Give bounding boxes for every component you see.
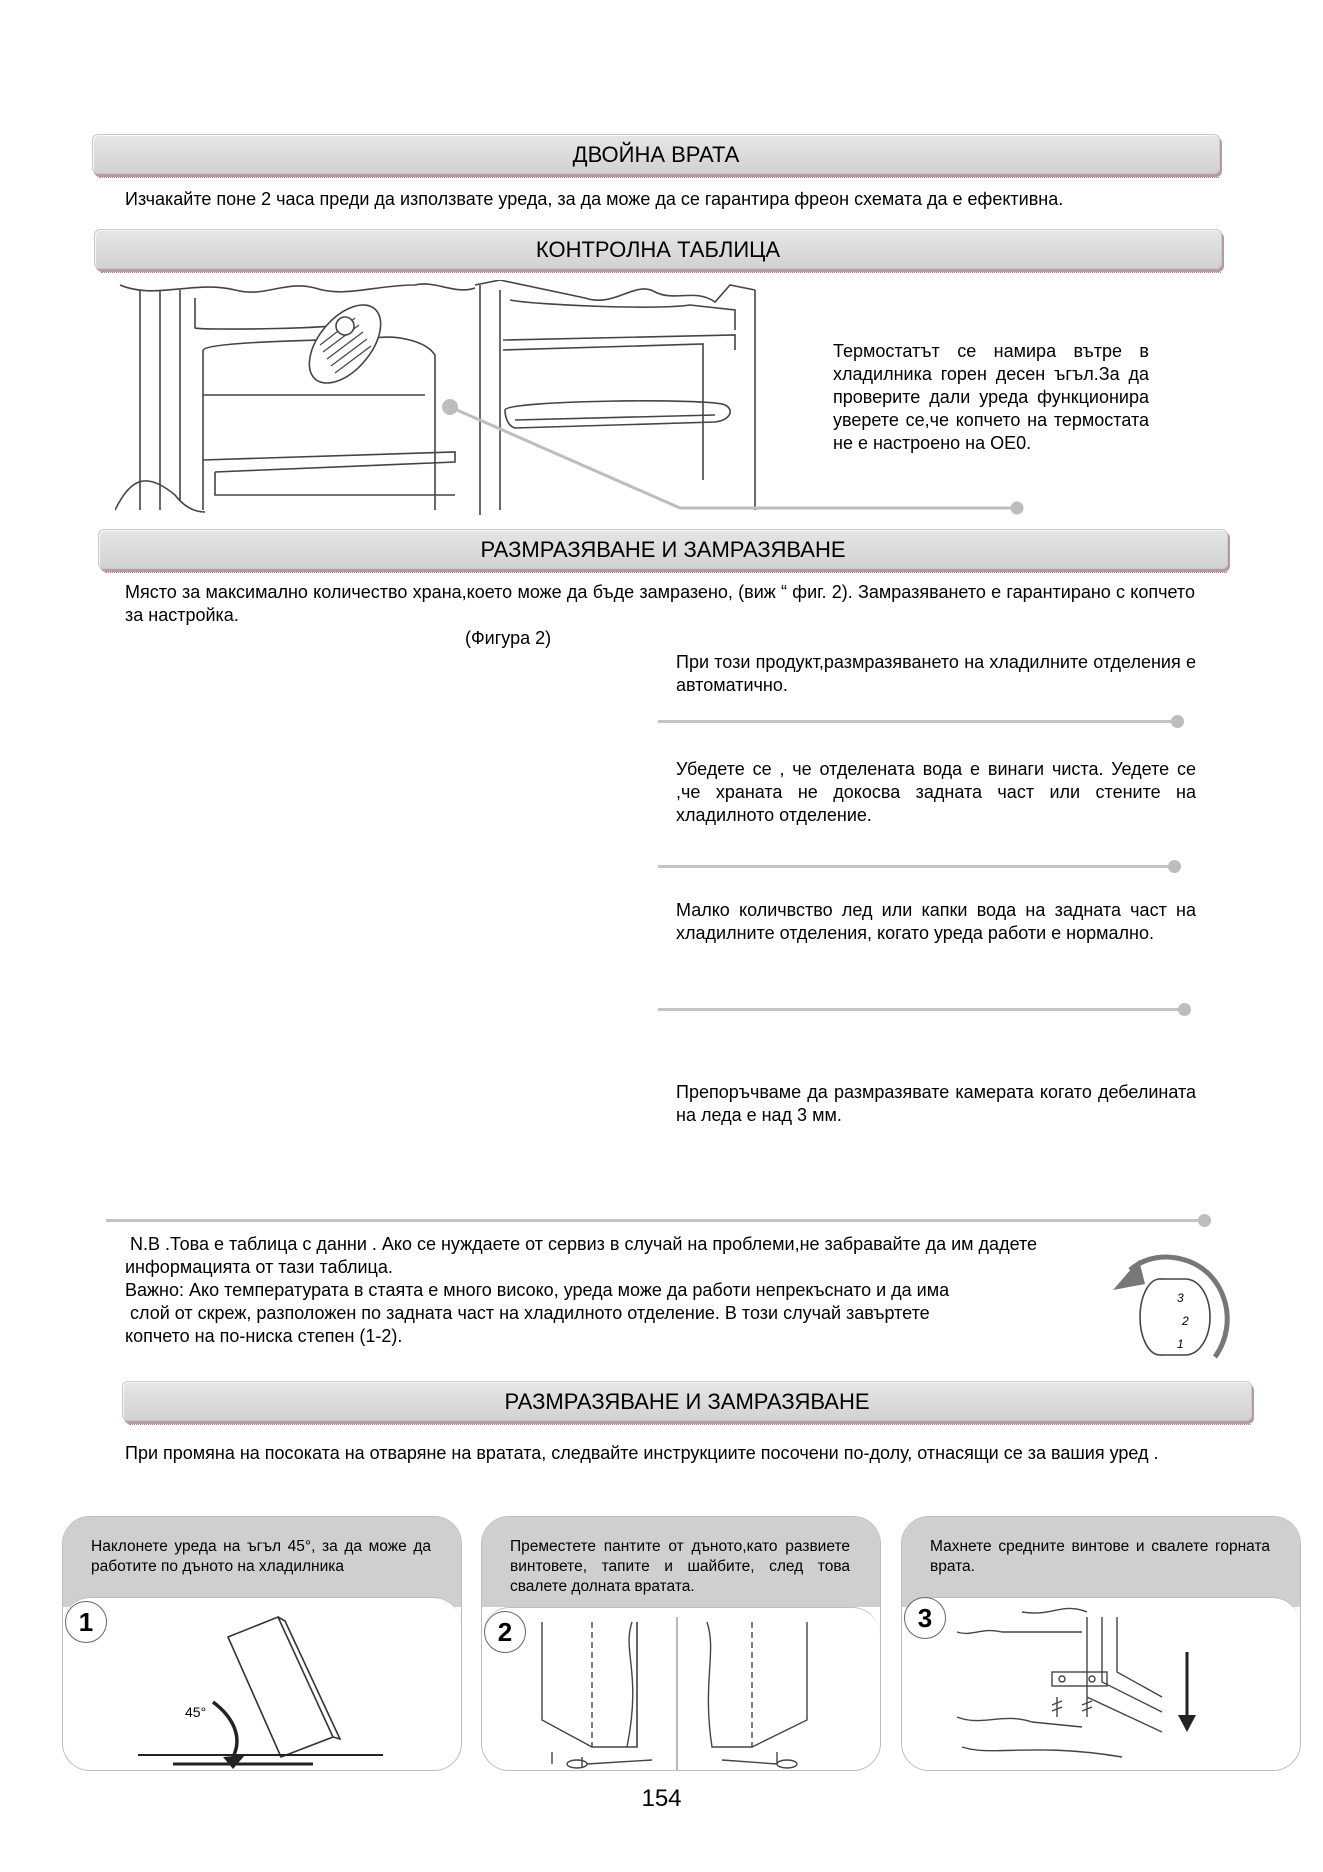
- divider-dot: [1168, 860, 1181, 873]
- divider: [658, 720, 1176, 723]
- freezing-intro: Място за максимално количество храна,което може да бъде замразено, (виж “ фиг. 2). Замразяването е гарантирано с копчето за настройка.: [125, 582, 1195, 625]
- section-text: Изчакайте поне 2 часа преди да използвате уреда, за да може да се гарантира фреон схемата да е ефективна.: [125, 189, 1064, 209]
- nb-line-1: N.B .Това е таблица с данни . Ако се нуждаете от сервиз в случай на проблеми,не забравайте да им дадете: [125, 1234, 1038, 1254]
- step-number: 1: [65, 1601, 107, 1643]
- knob-label-1: 1: [1177, 1337, 1184, 1351]
- step-text: Наклонете уреда на ъгъл 45°, за да може да работите по дъното на хладилника: [91, 1538, 431, 1575]
- angle-label: 45°: [185, 1704, 207, 1720]
- note-auto-defrost: При този продукт,размразяването на хладилните отделения е автоматично.: [676, 652, 1196, 695]
- step-card-1: [62, 1516, 462, 1771]
- thermostat-description: Термостатът се намира вътре в хладилника горен десен ъгъл.За да проверите дали уреда функционира уверете се,че копчето на термостата не е настроено на ОЕ0.: [833, 341, 1149, 453]
- divider: [658, 1008, 1183, 1011]
- important-line-1: Важно: Ако температурата в стаята е много високо, уреда може да работи непрекъснато и да има: [125, 1280, 950, 1300]
- section-header-door-reverse: [122, 1381, 1252, 1421]
- note-ice-drops: Малко количвство лед или капки вода на задната част на хладилните отделения, когато уреда работи е нормално.: [676, 900, 1196, 943]
- door-reverse-text: При промяна на посоката на отваряне на вратата, следвайте инструкциите посочени по-долу, отнасящи се за вашия уред .: [125, 1443, 1159, 1463]
- important-line-3: копчето на по-ниска степен (1-2).: [125, 1326, 403, 1346]
- section-header-double-door: [92, 134, 1220, 174]
- figure-caption: (Фигура 2): [465, 628, 552, 648]
- note-defrost-recommend: Препоръчваме да размразявате камерата когато дебелината на леда е над 3 мм.: [676, 1082, 1196, 1125]
- tilt-45-illustration: [63, 1607, 461, 1771]
- divider-dot: [1171, 715, 1184, 728]
- step-text: Махнете средните винтове и свалете горната врата.: [930, 1538, 1270, 1575]
- step-card-3: [901, 1516, 1301, 1771]
- divider-dot: [1198, 1214, 1211, 1227]
- section-title: ДВОЙНА ВРАТА: [572, 142, 740, 167]
- divider: [106, 1219, 1203, 1222]
- section-header-defrost: [98, 529, 1228, 569]
- top-door-removal-illustration: [902, 1597, 1300, 1771]
- section-header-control-panel: [94, 229, 1222, 269]
- knob-label-3: 3: [1177, 1291, 1184, 1305]
- important-line-2: слой от скреж, разположен по задната част на хладилното отделение. В този случай завъртете: [125, 1303, 930, 1323]
- divider: [658, 865, 1173, 868]
- step-number: 3: [904, 1597, 946, 1639]
- section-title: РАЗМРАЗЯВАНЕ И ЗАМРАЗЯВАНЕ: [480, 537, 846, 562]
- step-number: 2: [484, 1611, 526, 1653]
- thermostat-knob-icon: [1105, 1252, 1235, 1362]
- divider-dot: [1178, 1003, 1191, 1016]
- step-card-2: [481, 1516, 881, 1771]
- page-number: 154: [641, 1785, 682, 1812]
- step-text: Преместете пантите от дъното,като развиете винтовете, тапите и шайбите, след това свалете долната вратата.: [510, 1538, 850, 1595]
- knob-label-2: 2: [1182, 1314, 1189, 1328]
- note-clean-water: Убедете се , че отделената вода е винаги чиста. Уедете се ,че храната не докосва задната част или стените на хладилното отделение.: [676, 759, 1196, 825]
- nb-line-2: информацията от тази таблица.: [125, 1257, 393, 1277]
- hinge-removal-illustration: [482, 1612, 880, 1771]
- section-title: РАЗМРАЗЯВАНЕ И ЗАМРАЗЯВАНЕ: [504, 1389, 870, 1414]
- section-title: КОНТРОЛНА ТАБЛИЦА: [535, 237, 781, 262]
